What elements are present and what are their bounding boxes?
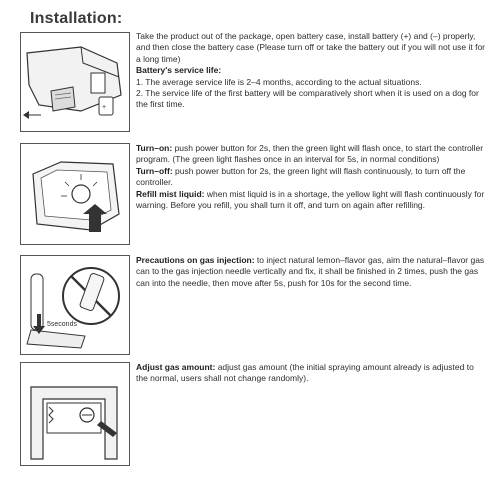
adjust-drawing xyxy=(21,363,129,465)
gas-drawing xyxy=(21,256,129,354)
battery-illustration xyxy=(20,32,130,132)
battery-life-1: 1. The average service life is 2–4 months, according to the actual situations. xyxy=(136,76,422,87)
refill-label: Refill mist liquid: xyxy=(136,188,205,199)
battery-text xyxy=(136,31,486,111)
adjust-label: Adjust gas amount: xyxy=(136,362,216,372)
five-seconds-label: 5seconds xyxy=(47,321,77,328)
turn-off-label: Turn–off: xyxy=(136,165,173,176)
adjust-gas-illustration xyxy=(20,362,130,466)
gas-injection-illustration xyxy=(20,255,130,355)
gas-instructions: to inject natural lemon–flavor gas, aim the natural–flavor gas can to the gas injection needle vertically and fix, it shall be finished in 2 times, push the gas can into the needle, then move after 5s, push for 10s for the second time. xyxy=(136,255,485,288)
svg-text:+: + xyxy=(102,104,107,111)
battery-intro: Take the product out of the package, open battery case, install battery (+) and (–) properly, and then close the battery case (Please turn off or take the battery out if you will not use it for a long time) xyxy=(136,31,486,64)
battery-drawing xyxy=(21,33,129,131)
gas-text xyxy=(136,255,486,289)
power-button-illustration xyxy=(20,143,130,245)
turn-on-text: push power button for 2s, then the green light will flash once, to start the controller program. (The green light flashes once in an interval for 5s, in normal conditions) xyxy=(136,143,484,165)
battery-life-2: 2. The service life of the first battery will be comparatively short when it is used on a dog for the first time. xyxy=(136,88,479,110)
refill-text: when mist liquid is in a shortage, the yellow light will flash continuously for warning. Before you refill, you shall turn it off, and turn on again after refilling. xyxy=(136,188,485,211)
power-text xyxy=(136,143,486,211)
battery-life-heading: Battery's service life: xyxy=(136,65,222,76)
gas-label: Precautions on gas injection: xyxy=(136,255,255,265)
page-title: Installation: xyxy=(30,10,123,27)
adjust-text xyxy=(136,362,486,385)
power-drawing xyxy=(21,144,129,244)
turn-off-text: push power button for 2s, the green light will flash continuously, to turn off the controller. xyxy=(136,165,466,188)
adjust-instructions: adjust gas amount (the initial spraying amount already is adjusted to the normal, users shall not change randomly). xyxy=(136,362,474,384)
turn-on-label: Turn–on: xyxy=(136,143,173,153)
